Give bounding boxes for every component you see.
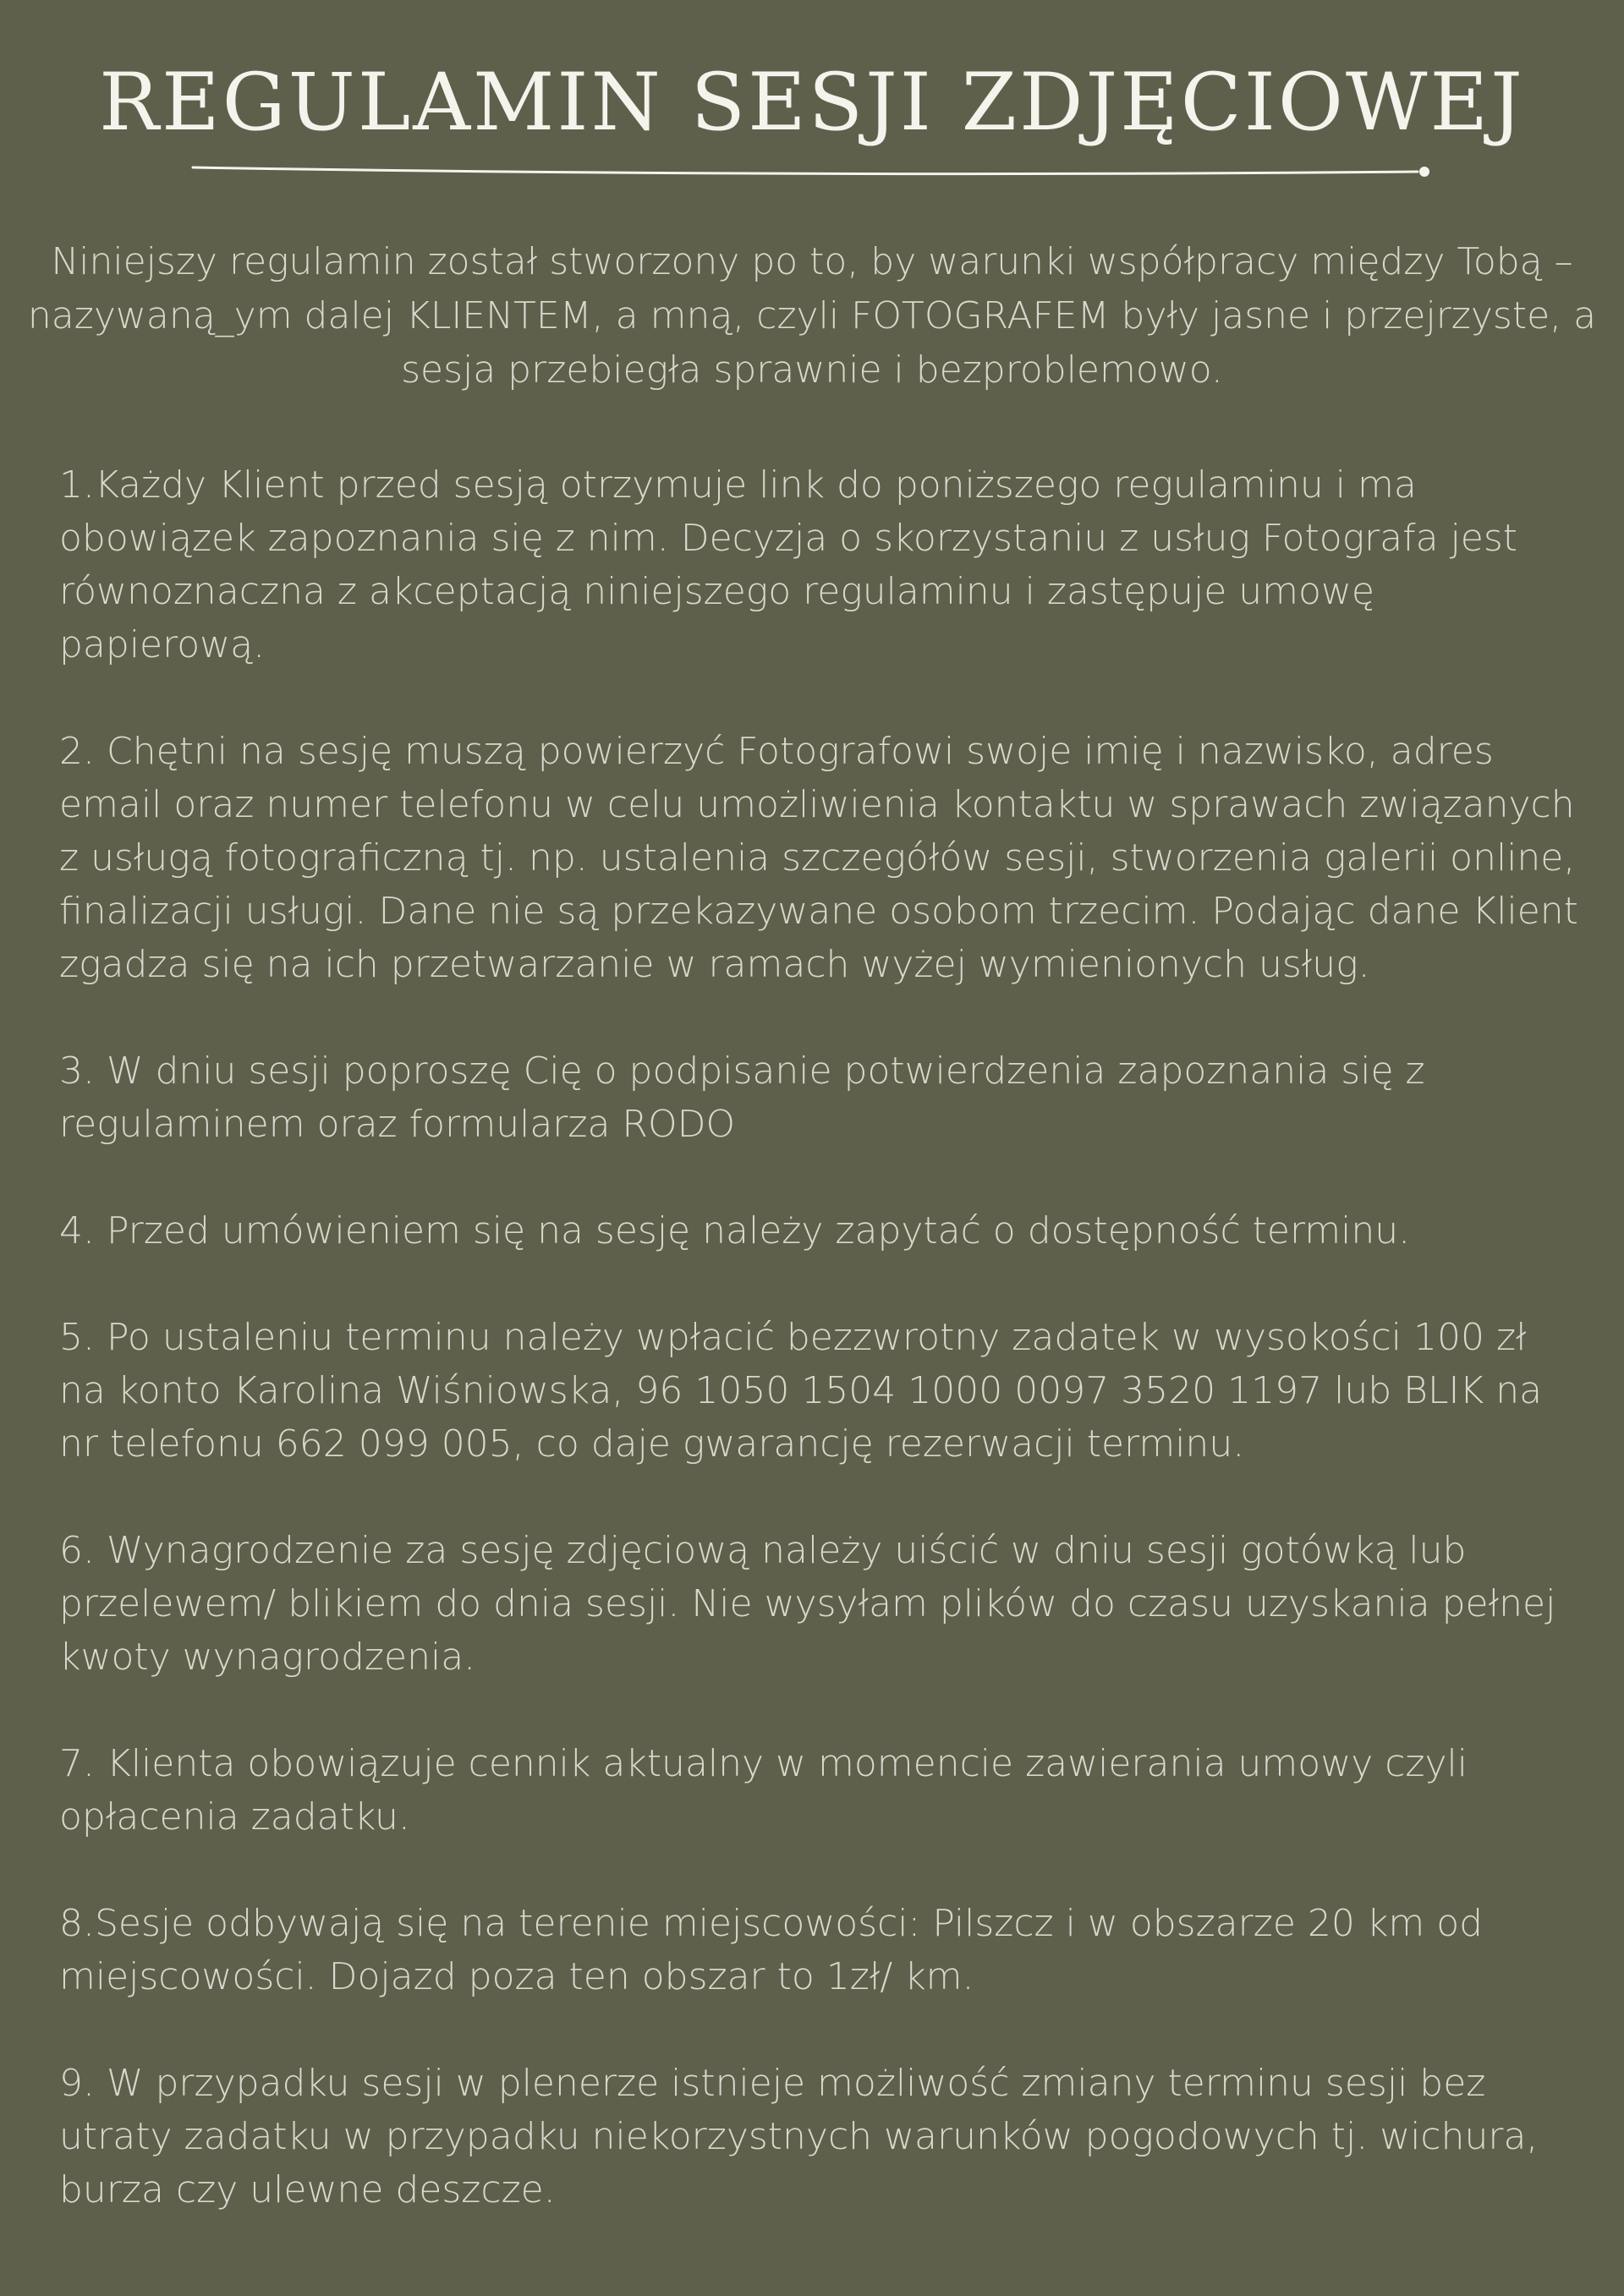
intro-paragraph: Niniejszy regulamin został stworzony po to, by warunki współpracy między Tobą – nazywaną_ym dalej KLIENTEM, a mną, czyli FOTOGRAFEM były jasne i przejrzyste, a sesja przebiegła sprawnie i bezproblemowo. [27,240,1597,392]
rule-item: 9. W przypadku sesji w plenerze istnieje możliwość zmiany terminu sesji bez utraty zadatku w przypadku niekorzystnych warunków pogodowych tj. wichura, burza czy ulewne deszcze. [59,2062,1539,2211]
rule-item: 2. Chętni na sesję muszą powierzyć Fotografowi swoje imię i nazwisko, adres email oraz numer telefonu w celu umożliwienia kontaktu w sprawach związanych z usługą fotograficzną tj. np. ustalenia szczegółów sesji, stworzenia galerii online, finalizacji usługi. Dane nie są przekazywane osobom trzecim. Podając dane Klient zgadza się na ich przetwarzanie w ramach wyżej wymienionych usług. [59,730,1578,986]
rule-item: 7. Klienta obowiązuje cennik aktualny w momencie zawierania umowy czyli opłacenia zadatku. [59,1742,1468,1838]
rules-list [59,458,1582,2270]
rule-item: 5. Po ustaleniu terminu należy wpłacić bezzwrotny zadatek w wysokości 100 zł na konto Karolina Wiśniowska, 96 1050 1504 1000 0097 3520 1197 lub BLIK na nr telefonu 662 099 005, co daje gwarancję rezerwacji terminu. [59,1316,1543,1466]
rule-item: 1.Każdy Klient przed sesją otrzymuje link do poniższego regulaminu i ma obowiązek zapoznania się z nim. Decyzja o skorzystaniu z usług Fotografa jest równoznaczna z akceptacją niniejszego regulaminu i zastępuje umowę papierową. [59,463,1518,666]
title-underline [191,161,1435,183]
rule-item: 4. Przed umówieniem się na sesję należy zapytać o dostępność terminu. [59,1209,1411,1252]
rule-item: 6. Wynagrodzenie za sesję zdjęciową należy uiścić w dniu sesji gotówką lub przelewem/ blikiem do dnia sesji. Nie wysyłam plików do czasu uzyskania pełnej kwoty wynagrodzenia. [59,1529,1556,1679]
rule-item: 8.Sesje odbywają się na terenie miejscowości: Pilszcz i w obszarze 20 km od miejscowości. Dojazd poza ten obszar to 1zł/ km. [59,1902,1484,1998]
rule-item: 3. W dniu sesji poproszę Cię o podpisanie potwierdzenia zapoznania się z regulaminem oraz formularza RODO [59,1049,1425,1146]
document-title: REGULAMIN SESJI ZDJĘCIOWEJ [99,57,1525,149]
